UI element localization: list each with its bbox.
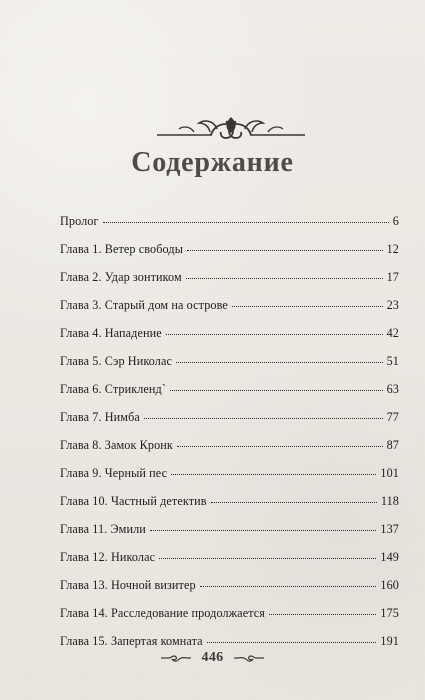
toc-item-title: Глава 9. Черный пес <box>60 465 168 480</box>
toc-item <box>60 339 399 367</box>
toc-item-page: 23 <box>386 297 399 312</box>
toc-item-page: 87 <box>386 437 399 452</box>
toc-item-page: 149 <box>380 549 399 564</box>
dot-leader <box>150 530 377 531</box>
page-number: 446 <box>201 650 224 665</box>
toc-item <box>60 479 399 507</box>
toc-item-title: Глава 6. Стриклендˋ <box>60 381 167 396</box>
toc-item <box>60 451 399 479</box>
dot-leader <box>171 474 376 475</box>
toc-item <box>60 507 399 535</box>
toc-item <box>60 199 399 227</box>
dot-leader <box>187 250 383 251</box>
toc-item <box>60 395 399 423</box>
toc-item-title: Глава 15. Запертая комната <box>60 633 203 648</box>
dot-leader <box>170 390 383 391</box>
toc-item-page: 42 <box>386 325 399 340</box>
toc-item <box>60 423 399 451</box>
toc-item-title: Глава 10. Частный детектив <box>60 493 207 508</box>
toc-item-page: 17 <box>386 269 399 284</box>
toc-item <box>60 311 399 339</box>
dot-leader <box>144 418 383 419</box>
dot-leader <box>232 306 383 307</box>
toc-item-page: 77 <box>386 409 399 424</box>
toc-item-title: Глава 11. Эмили <box>60 521 146 536</box>
toc-item-page: 191 <box>380 633 399 648</box>
dot-leader <box>176 362 383 363</box>
toc-item-page: 51 <box>386 353 399 368</box>
dot-leader <box>211 502 377 503</box>
toc-item-page: 175 <box>380 605 399 620</box>
toc-item-title: Глава 14. Расследование продолжается <box>60 605 265 620</box>
toc-item <box>60 227 399 255</box>
dot-leader <box>269 614 376 615</box>
dot-leader <box>207 642 377 643</box>
dot-leader <box>166 334 383 335</box>
toc-item-title: Глава 4. Нападение <box>60 325 162 340</box>
toc-item-page: 12 <box>386 241 399 256</box>
swirl-icon <box>233 652 265 664</box>
table-of-contents <box>60 199 399 647</box>
dot-leader <box>200 586 377 587</box>
toc-item-title: Глава 1. Ветер свободы <box>60 241 183 256</box>
toc-item-page: 137 <box>380 521 399 536</box>
toc-item-title: Глава 13. Ночной визитер <box>60 577 196 592</box>
page-footer <box>0 650 425 666</box>
page-title: Содержание <box>131 147 294 178</box>
toc-item-page: 101 <box>380 465 399 480</box>
toc-item <box>60 367 399 395</box>
toc-item-title: Глава 2. Удар зонтиком <box>60 269 182 284</box>
toc-item-title: Глава 12. Николас <box>60 549 156 564</box>
toc-item-title: Глава 3. Старый дом на острове <box>60 297 228 312</box>
toc-item-title: Глава 5. Сэр Николас <box>60 353 172 368</box>
toc-item <box>60 563 399 591</box>
dot-leader <box>103 222 389 223</box>
toc-item-page: 6 <box>392 213 399 228</box>
toc-item <box>60 535 399 563</box>
toc-item <box>60 255 399 283</box>
dot-leader <box>177 446 383 447</box>
toc-item <box>60 591 399 619</box>
flourish-icon <box>154 111 308 145</box>
swirl-icon <box>160 652 192 664</box>
toc-item <box>60 619 399 647</box>
toc-item-page: 160 <box>380 577 399 592</box>
toc-item-page: 63 <box>386 381 399 396</box>
toc-item-title: Глава 7. Нимба <box>60 409 140 424</box>
toc-item-title: Глава 8. Замок Кронк <box>60 437 173 452</box>
toc-item <box>60 283 399 311</box>
toc-item-page: 118 <box>380 493 399 508</box>
dot-leader <box>159 558 376 559</box>
toc-item-title: Пролог <box>60 213 99 228</box>
dot-leader <box>186 278 383 279</box>
